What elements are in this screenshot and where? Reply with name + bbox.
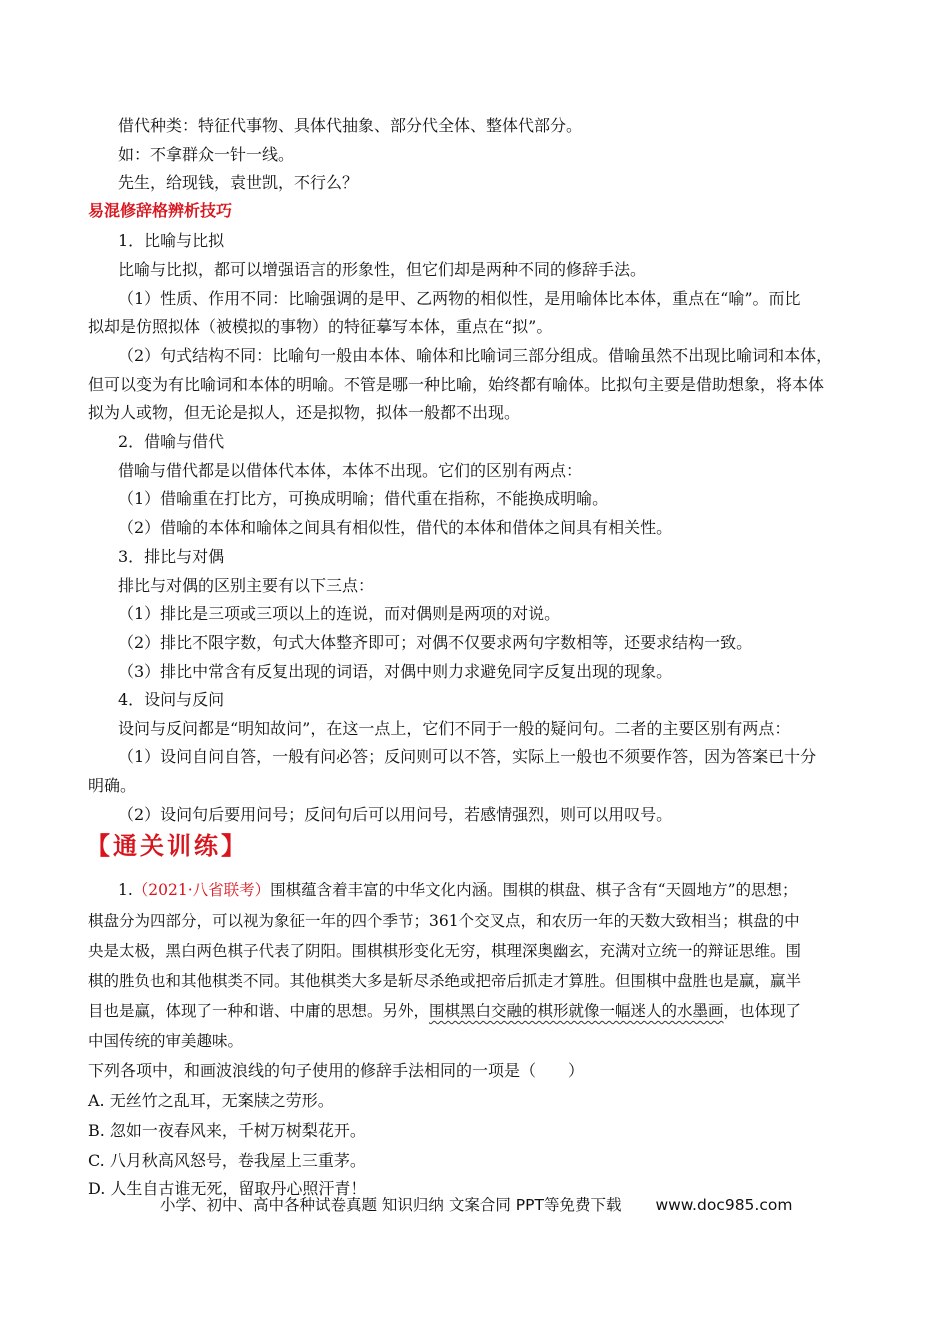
section-1-point-1-line-1: （1）性质、作用不同：比喻强调的是甲、乙两物的相似性，是用喻体比本体，重点在“喻”。而比 (118, 289, 801, 308)
metonymy-example-2: 先生，给现钱，袁世凯，不行么？ (118, 173, 359, 192)
section-1-point-2-line-1: （2）句式结构不同：比喻句一般由本体、喻体和比喻词三部分组成。借喻虽然不出现比喻词和本体， (118, 346, 833, 365)
tips-heading: 易混修辞格辨析技巧 (88, 201, 233, 220)
question-number: 1. (118, 881, 133, 899)
footer-text: 小学、初中、高中各种试卷真题 知识归纳 文案合同 PPT等免费下载 (160, 1196, 622, 1214)
section-4-point-1-line-1: （1）设问自问自答，一般有问必答；反问则可以不答，实际上一般也不须要作答，因为答案已十分 (118, 747, 817, 766)
section-1-point-2-line-3: 拟为人或物，但无论是拟人，还是拟物，拟体一般都不出现。 (88, 403, 521, 422)
section-3-point-1: （1）排比是三项或三项以上的连说，而对偶则是两项的对说。 (118, 604, 561, 623)
question-1-line-1 (118, 879, 798, 901)
footer-site[interactable]: www.doc985.com (655, 1196, 793, 1214)
option-c: C. 八月秋高风怒号，卷我屋上三重茅。 (88, 1151, 366, 1170)
question-1-line-3: 央是太极，黑白两色棋子代表了阴阳。围棋棋形变化无穷，棋理深奥幽玄，充满对立统一的辩证思维。围 (88, 942, 802, 960)
question-1-line-2: 棋盘分为四部分，可以视为象征一年的四个季节；361个交叉点，和农历一年的天数大致相当；棋盘的中 (88, 912, 800, 930)
option-b: B. 忽如一夜春风来，千树万树梨花开。 (88, 1121, 366, 1140)
section-2-title: 2．借喻与借代 (118, 432, 225, 451)
training-title: 【通关训练】 (86, 832, 248, 860)
section-4-intro: 设问与反问都是“明知故问”，在这一点上，它们不同于一般的疑问句。二者的主要区别有两点： (118, 719, 791, 738)
metonymy-example-1: 如：不拿群众一针一线。 (118, 145, 295, 164)
section-4-point-2: （2）设问句后要用问号；反问句后可以用问号，若感情强烈，则可以用叹号。 (118, 805, 673, 824)
section-2-point-1: （1）借喻重在打比方，可换成明喻；借代重在指称，不能换成明喻。 (118, 489, 609, 508)
section-3-title: 3．排比与对偶 (118, 547, 225, 566)
question-source: （2021·八省联考） (132, 881, 271, 899)
question-prompt: 下列各项中，和画波浪线的句子使用的修辞手法相同的一项是（ ） (88, 1061, 585, 1080)
section-1-title: 1．比喻与比拟 (118, 231, 225, 250)
section-2-point-2: （2）借喻的本体和喻体之间具有相似性，借代的本体和借体之间具有相关性。 (118, 518, 673, 537)
option-d: D. 人生自古谁无死，留取丹心照汗青！ (88, 1179, 367, 1198)
question-1-line-6: 中国传统的审美趣味。 (88, 1032, 244, 1050)
section-1-point-2-line-2: 但可以变为有比喻词和本体的明喻。不管是哪一种比喻，始终都有喻体。比拟句主要是借助想象，将本体 (88, 375, 825, 394)
section-1-intro: 比喻与比拟，都可以增强语言的形象性，但它们却是两种不同的修辞手法。 (118, 260, 647, 279)
section-2-intro: 借喻与借代都是以借体代本体，本体不出现。它们的区别有两点： (118, 461, 583, 480)
question-1-line-4: 棋的胜负也和其他棋类不同。其他棋类大多是斩尽杀绝或把帝后抓走才算胜。但围棋中盘胜也是赢，赢半 (88, 972, 802, 990)
question-1-text-5a: 目也是赢，体现了一种和谐、中庸的思想。另外， (88, 1002, 430, 1020)
footer (160, 1193, 792, 1215)
section-4-point-1-line-2: 明确。 (88, 776, 137, 795)
section-1-point-1-line-2: 拟却是仿照拟体（被模拟的事物）的特征摹写本体，重点在“拟”。 (88, 317, 553, 336)
option-a: A. 无丝竹之乱耳，无案牍之劳形。 (88, 1091, 334, 1110)
section-3-point-3: （3）排比中常含有反复出现的词语，对偶中则力求避免同字反复出现的现象。 (118, 662, 673, 681)
section-3-point-2: （2）排比不限字数，句式大体整齐即可；对偶不仅要求两句字数相等，还要求结构一致。 (118, 633, 753, 652)
metonymy-types: 借代种类：特征代事物、具体代抽象、部分代全体、整体代部分。 (118, 116, 583, 135)
question-1-line-5 (88, 1000, 801, 1022)
question-1-text-5b: ，也体现了 (723, 1002, 802, 1020)
wavy-underlined-sentence: 围棋黑白交融的棋形就像一幅迷人的水墨画 (429, 1002, 724, 1020)
section-3-intro: 排比与对偶的区别主要有以下三点： (118, 576, 375, 595)
question-1-text-1: 围棋蕴含着丰富的中华文化内涵。围棋的棋盘、棋子含有“天圆地方”的思想； (270, 881, 798, 899)
section-4-title: 4．设问与反问 (118, 690, 225, 709)
